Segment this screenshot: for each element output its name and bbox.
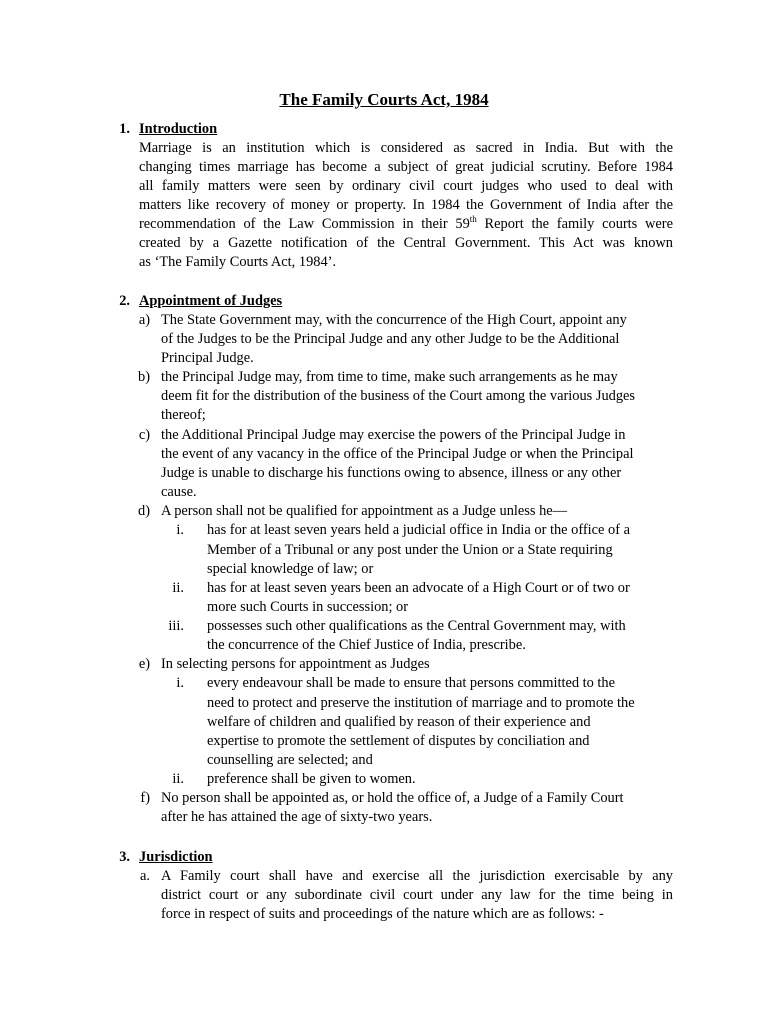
section-3-number: 3. bbox=[119, 849, 130, 865]
section-3-heading: Jurisdiction bbox=[139, 849, 213, 865]
intro-line-6: created by a Gazette notification of the Central Government. This Act was known bbox=[139, 235, 673, 251]
jurisdiction-a-line-1: A Family court shall have and exercise all the jurisdiction exercisable by any bbox=[161, 868, 673, 884]
intro-line-2: changing times marriage has become a subject of great judicial scrutiny. Before 1984 bbox=[139, 159, 673, 175]
item-d-iii-line-1: possesses such other qualifications as the Central Government may, with bbox=[207, 618, 626, 634]
item-e-i-label: i. bbox=[176, 675, 184, 691]
intro-line-4: matters like recovery of money or property. In 1984 the Government of India after the bbox=[139, 197, 673, 213]
item-d-i-line-3: special knowledge of law; or bbox=[207, 561, 374, 577]
item-b-line-1: the Principal Judge may, from time to time, make such arrangements as he may bbox=[161, 369, 618, 385]
item-a-line-1: The State Government may, with the concurrence of the High Court, appoint any bbox=[161, 312, 627, 328]
item-e-ii-line-1: preference shall be given to women. bbox=[207, 771, 416, 787]
item-e-i-line-5: counselling are selected; and bbox=[207, 752, 373, 768]
item-e-i-line-2: need to protect and preserve the institution of marriage and to promote the bbox=[207, 695, 635, 711]
item-e-i-line-3: welfare of children and qualified by reason of their experience and bbox=[207, 714, 591, 730]
item-d-ii-label: ii. bbox=[172, 580, 184, 596]
item-f-line-1: No person shall be appointed as, or hold the office of, a Judge of a Family Court bbox=[161, 790, 624, 806]
item-c-line-3: Judge is unable to discharge his functions owing to absence, illness or any other bbox=[161, 465, 622, 481]
item-c-line-2: the event of any vacancy in the office of the Principal Judge or when the Principal bbox=[161, 446, 634, 462]
section-1-number: 1. bbox=[119, 121, 130, 137]
item-d-i-line-1: has for at least seven years held a judicial office in India or the office of a bbox=[207, 522, 631, 538]
item-d-ii-line-2: more such Courts in succession; or bbox=[207, 599, 409, 615]
item-d-iii-label: iii. bbox=[168, 618, 184, 634]
item-c-line-1: the Additional Principal Judge may exercise the powers of the Principal Judge in bbox=[161, 427, 626, 443]
section-2-number: 2. bbox=[119, 293, 130, 309]
jurisdiction-a-line-3: force in respect of suits and proceedings of the nature which are as follows: - bbox=[161, 906, 604, 922]
item-e-ii-label: ii. bbox=[172, 771, 184, 787]
item-d-text: A person shall not be qualified for appointment as a Judge unless he— bbox=[161, 503, 568, 519]
section-1-heading: Introduction bbox=[139, 121, 218, 137]
item-b-label: b) bbox=[138, 369, 150, 385]
superscript-th: th bbox=[469, 214, 477, 224]
item-e-label: e) bbox=[138, 656, 150, 672]
item-f-line-2: after he has attained the age of sixty-two years. bbox=[161, 809, 433, 825]
item-b-line-2: deem fit for the distribution of the business of the Court among the various Judges bbox=[161, 388, 636, 404]
jurisdiction-a-line-2: district court or any subordinate civil court under any law for the time being in bbox=[161, 887, 673, 903]
item-e-i-line-1: every endeavour shall be made to ensure that persons committed to the bbox=[207, 675, 616, 691]
item-a-label: a) bbox=[138, 312, 150, 328]
item-a-line-3: Principal Judge. bbox=[161, 350, 254, 366]
jurisdiction-a-label: a. bbox=[140, 868, 150, 884]
item-c-label: c) bbox=[138, 427, 150, 443]
item-a-line-2: of the Judges to be the Principal Judge and any other Judge to be the Additional bbox=[161, 331, 620, 347]
item-d-i-line-2: Member of a Tribunal or any post under the Union or a State requiring bbox=[207, 542, 613, 558]
intro-line-7: as ‘The Family Courts Act, 1984’. bbox=[139, 254, 337, 270]
intro-line-5: recommendation of the Law Commission in their 59th Report the family courts were bbox=[139, 214, 673, 232]
item-d-label: d) bbox=[138, 503, 150, 519]
section-2-heading: Appointment of Judges bbox=[139, 293, 283, 309]
intro-line-3: all family matters were seen by ordinary civil court judges who used to deal with bbox=[139, 178, 673, 194]
item-f-label: f) bbox=[140, 790, 150, 806]
item-b-line-3: thereof; bbox=[161, 407, 206, 423]
item-c-line-4: cause. bbox=[161, 484, 197, 500]
item-d-i-label: i. bbox=[176, 522, 184, 538]
document-title: The Family Courts Act, 1984 bbox=[279, 90, 489, 109]
item-d-iii-line-2: the concurrence of the Chief Justice of India, prescribe. bbox=[207, 637, 526, 653]
item-d-ii-line-1: has for at least seven years been an advocate of a High Court or of two or bbox=[207, 580, 630, 596]
intro-line-1: Marriage is an institution which is considered as sacred in India. But with the bbox=[139, 140, 673, 156]
item-e-i-line-4: expertise to promote the settlement of disputes by conciliation and bbox=[207, 733, 590, 749]
item-e-text: In selecting persons for appointment as Judges bbox=[161, 656, 430, 672]
